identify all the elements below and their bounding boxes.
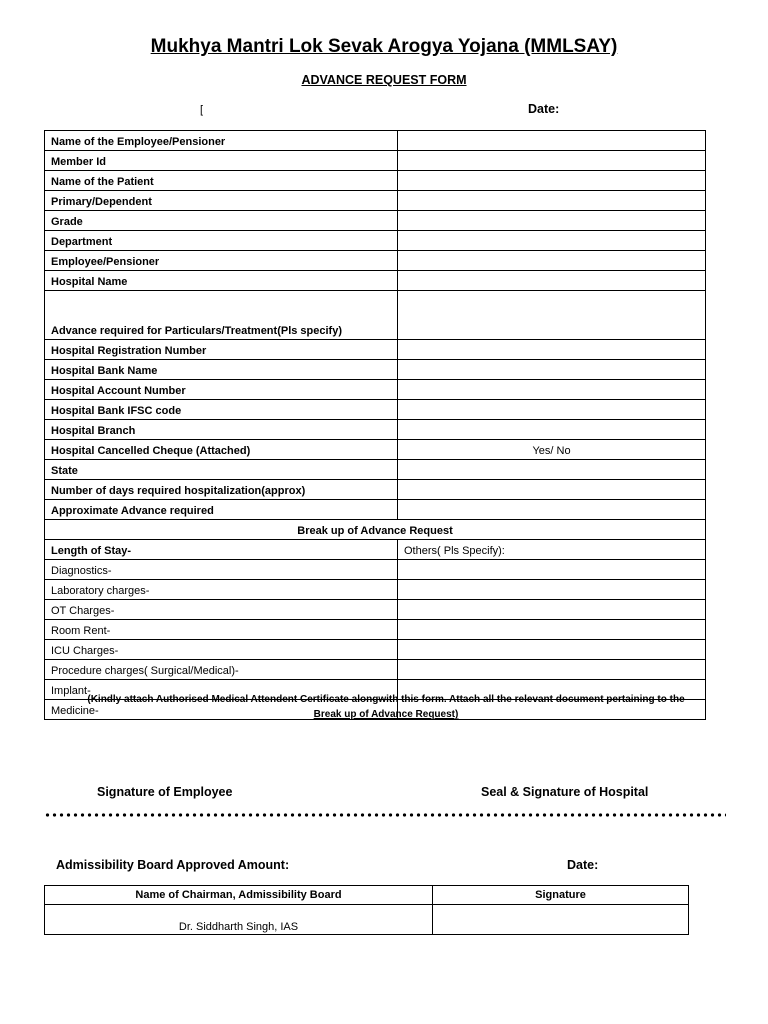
row-label: Employee/Pensioner (45, 251, 398, 271)
table-row (45, 211, 706, 231)
hospital-branch-field[interactable] (398, 420, 706, 440)
table-row (45, 500, 706, 520)
table-row (45, 420, 706, 440)
row-label: Hospital Name (45, 271, 398, 291)
medicine-field[interactable]: Medicine- (45, 700, 398, 720)
breakup-blank-cell[interactable] (398, 620, 706, 640)
chairman-name: Dr. Siddharth Singh, IAS (45, 905, 433, 935)
chairman-column-header: Name of Chairman, Admissibility Board (45, 886, 433, 905)
breakup-heading: Break up of Advance Request (45, 520, 706, 540)
employee-pensioner-field[interactable] (398, 251, 706, 271)
row-label: State (45, 460, 398, 480)
row-label: Department (45, 231, 398, 251)
advance-amount-field[interactable] (398, 500, 706, 520)
signature-column-header: Signature (433, 886, 689, 905)
row-label: Name of the Patient (45, 171, 398, 191)
diagnostics-field[interactable]: Diagnostics- (45, 560, 398, 580)
table-row (45, 600, 706, 620)
form-title: Mukhya Mantri Lok Sevak Arogya Yojana (MMLSAY) (150, 36, 618, 57)
implant-field[interactable]: Implant- (45, 680, 398, 700)
row-label: Name of the Employee/Pensioner (45, 131, 398, 151)
admissibility-board-table (44, 885, 689, 935)
row-label: Grade (45, 211, 398, 231)
row-label: Hospital Bank Name (45, 360, 398, 380)
table-row (45, 191, 706, 211)
table-row (45, 580, 706, 600)
table-row (45, 231, 706, 251)
form-subtitle: ADVANCE REQUEST FORM (301, 73, 467, 87)
icu-charges-field[interactable]: ICU Charges- (45, 640, 398, 660)
table-row (45, 340, 706, 360)
table-row (45, 360, 706, 380)
table-row (45, 271, 706, 291)
advance-request-table (44, 130, 706, 720)
attachment-note (44, 692, 728, 722)
row-label: Hospital Cancelled Cheque (Attached) (45, 440, 398, 460)
cancelled-cheque-field[interactable]: Yes/ No (398, 440, 706, 460)
table-row (45, 460, 706, 480)
breakup-heading-row (45, 520, 706, 540)
laboratory-charges-field[interactable]: Laboratory charges- (45, 580, 398, 600)
table-row (45, 291, 706, 340)
primary-dependent-field[interactable] (398, 191, 706, 211)
table-row (45, 660, 706, 680)
note-line-1: (Kindly attach Authorised Medical Attendent Certificate alongwith this form. Attach all the relevant document pertaining to the (87, 694, 685, 705)
breakup-blank-cell[interactable] (398, 600, 706, 620)
table-row (45, 171, 706, 191)
dotted-divider (44, 813, 726, 817)
chairman-signature-field[interactable] (433, 905, 689, 935)
table-row (45, 560, 706, 580)
ot-charges-field[interactable]: OT Charges- (45, 600, 398, 620)
employee-name-field[interactable] (398, 131, 706, 151)
row-label: Hospital Account Number (45, 380, 398, 400)
row-label: Number of days required hospitalization(approx) (45, 480, 398, 500)
bracket-mark: [ (200, 104, 204, 116)
table-row (45, 440, 706, 460)
room-rent-field[interactable]: Room Rent- (45, 620, 398, 640)
row-label: Hospital Bank IFSC code (45, 400, 398, 420)
hospital-bank-name-field[interactable] (398, 360, 706, 380)
breakup-blank-cell[interactable] (398, 580, 706, 600)
table-row (45, 905, 689, 935)
row-label: Primary/Dependent (45, 191, 398, 211)
treatment-particulars-field[interactable] (398, 291, 706, 340)
member-id-field[interactable] (398, 151, 706, 171)
table-row (45, 886, 689, 905)
breakup-blank-cell[interactable] (398, 640, 706, 660)
state-field[interactable] (398, 460, 706, 480)
table-row (45, 400, 706, 420)
table-row (45, 640, 706, 660)
table-row (45, 620, 706, 640)
table-row (45, 380, 706, 400)
breakup-blank-cell[interactable] (398, 560, 706, 580)
hospitalization-days-field[interactable] (398, 480, 706, 500)
hospital-signature-label: Seal & Signature of Hospital (481, 785, 649, 799)
table-row (45, 480, 706, 500)
others-specify-field[interactable]: Others( Pls Specify): (398, 540, 706, 560)
breakup-blank-cell[interactable] (398, 660, 706, 680)
department-field[interactable] (398, 231, 706, 251)
row-label: Hospital Branch (45, 420, 398, 440)
procedure-charges-field[interactable]: Procedure charges( Surgical/Medical)- (45, 660, 398, 680)
patient-name-field[interactable] (398, 171, 706, 191)
note-line-2: Break up of Advance Request) (313, 709, 459, 720)
approval-date-label: Date: (567, 858, 599, 872)
hospital-ifsc-field[interactable] (398, 400, 706, 420)
table-row (45, 151, 706, 171)
row-label: Member Id (45, 151, 398, 171)
table-row (45, 251, 706, 271)
length-of-stay-field[interactable]: Length of Stay- (45, 540, 398, 560)
row-label: Advance required for Particulars/Treatment(Pls specify) (45, 291, 398, 340)
employee-signature-label: Signature of Employee (97, 785, 233, 799)
table-row (45, 540, 706, 560)
grade-field[interactable] (398, 211, 706, 231)
hospital-name-field[interactable] (398, 271, 706, 291)
row-label: Hospital Registration Number (45, 340, 398, 360)
date-label: Date: (528, 102, 560, 116)
hospital-account-number-field[interactable] (398, 380, 706, 400)
row-label: Approximate Advance required (45, 500, 398, 520)
table-row (45, 131, 706, 151)
hospital-registration-field[interactable] (398, 340, 706, 360)
approved-amount-label: Admissibility Board Approved Amount: (56, 858, 290, 872)
